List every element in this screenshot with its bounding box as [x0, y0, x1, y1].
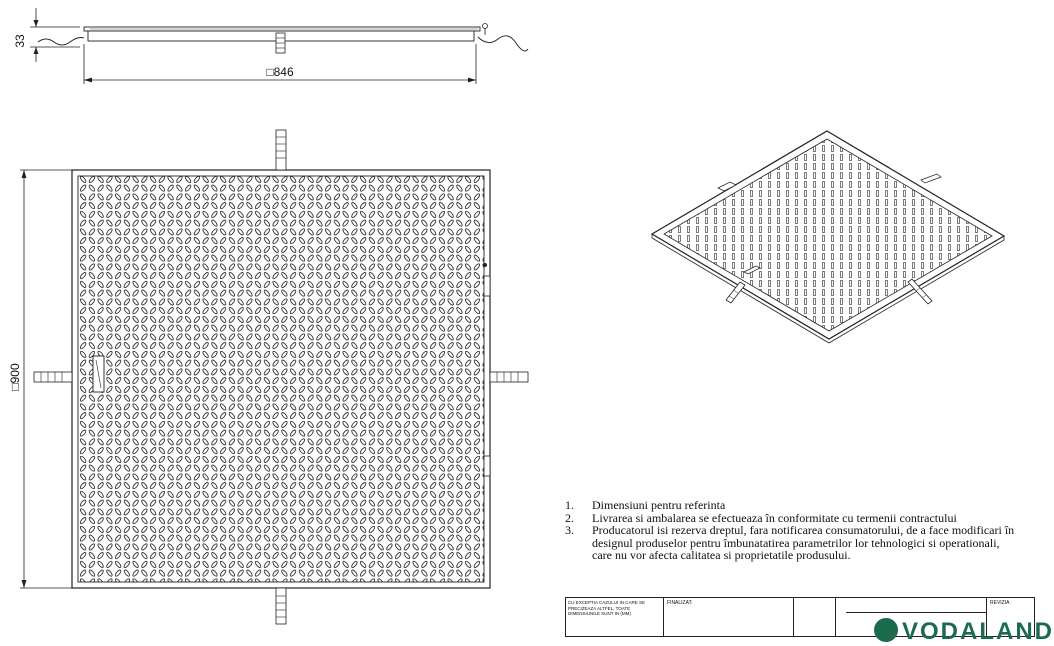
title-block	[565, 597, 1054, 645]
dimension-disclaimer: CU EXCEPTIA CAZULUI IN CARE SE PRECIZEAZA ALTFEL, TOATE DIMENSIUNILE SUNT IN (MM)	[566, 598, 664, 636]
brand-logo-icon	[874, 618, 898, 642]
notes-list	[565, 499, 1027, 562]
note-number: 2.	[565, 510, 574, 525]
revizia-label: REVIZIA	[990, 600, 1010, 606]
note-item	[565, 524, 1027, 562]
anchor-right	[490, 372, 528, 382]
anchor-bottom	[276, 588, 286, 624]
brand-name: VODALAND	[902, 618, 1054, 645]
blank-cell	[794, 598, 836, 636]
anchor-left	[34, 372, 72, 382]
note-text: Livrarea si ambalarea se efectueaza în conformitate cu termenii contractului	[592, 510, 957, 525]
note-item	[565, 499, 1027, 512]
height-dimension-label: 33	[13, 34, 27, 48]
plan-view	[8, 130, 528, 624]
width-dimension-label: □846	[266, 65, 294, 79]
note-text: Dimensiuni pentru referinta	[592, 498, 726, 512]
note-number: 1.	[565, 498, 574, 512]
frame-dimension-label: □900	[8, 363, 22, 391]
finalizat-cell	[664, 598, 794, 636]
note-number: 3.	[565, 523, 574, 537]
finalizat-label: FINALIZAT:	[667, 600, 693, 606]
anchor-top	[276, 130, 286, 170]
note-text: Producatorul isi rezerva dreptul, fara notificarea consumatorului, de a face modificari în designul produselor pentru îmbunatatirea parametrilor lor tehnologici si operationali, care nu vor afecta calitatea si proprietatile produsului.	[592, 523, 1015, 562]
side-view	[13, 8, 528, 84]
isometric-view	[652, 131, 1004, 343]
revizia-cell	[986, 598, 1036, 636]
